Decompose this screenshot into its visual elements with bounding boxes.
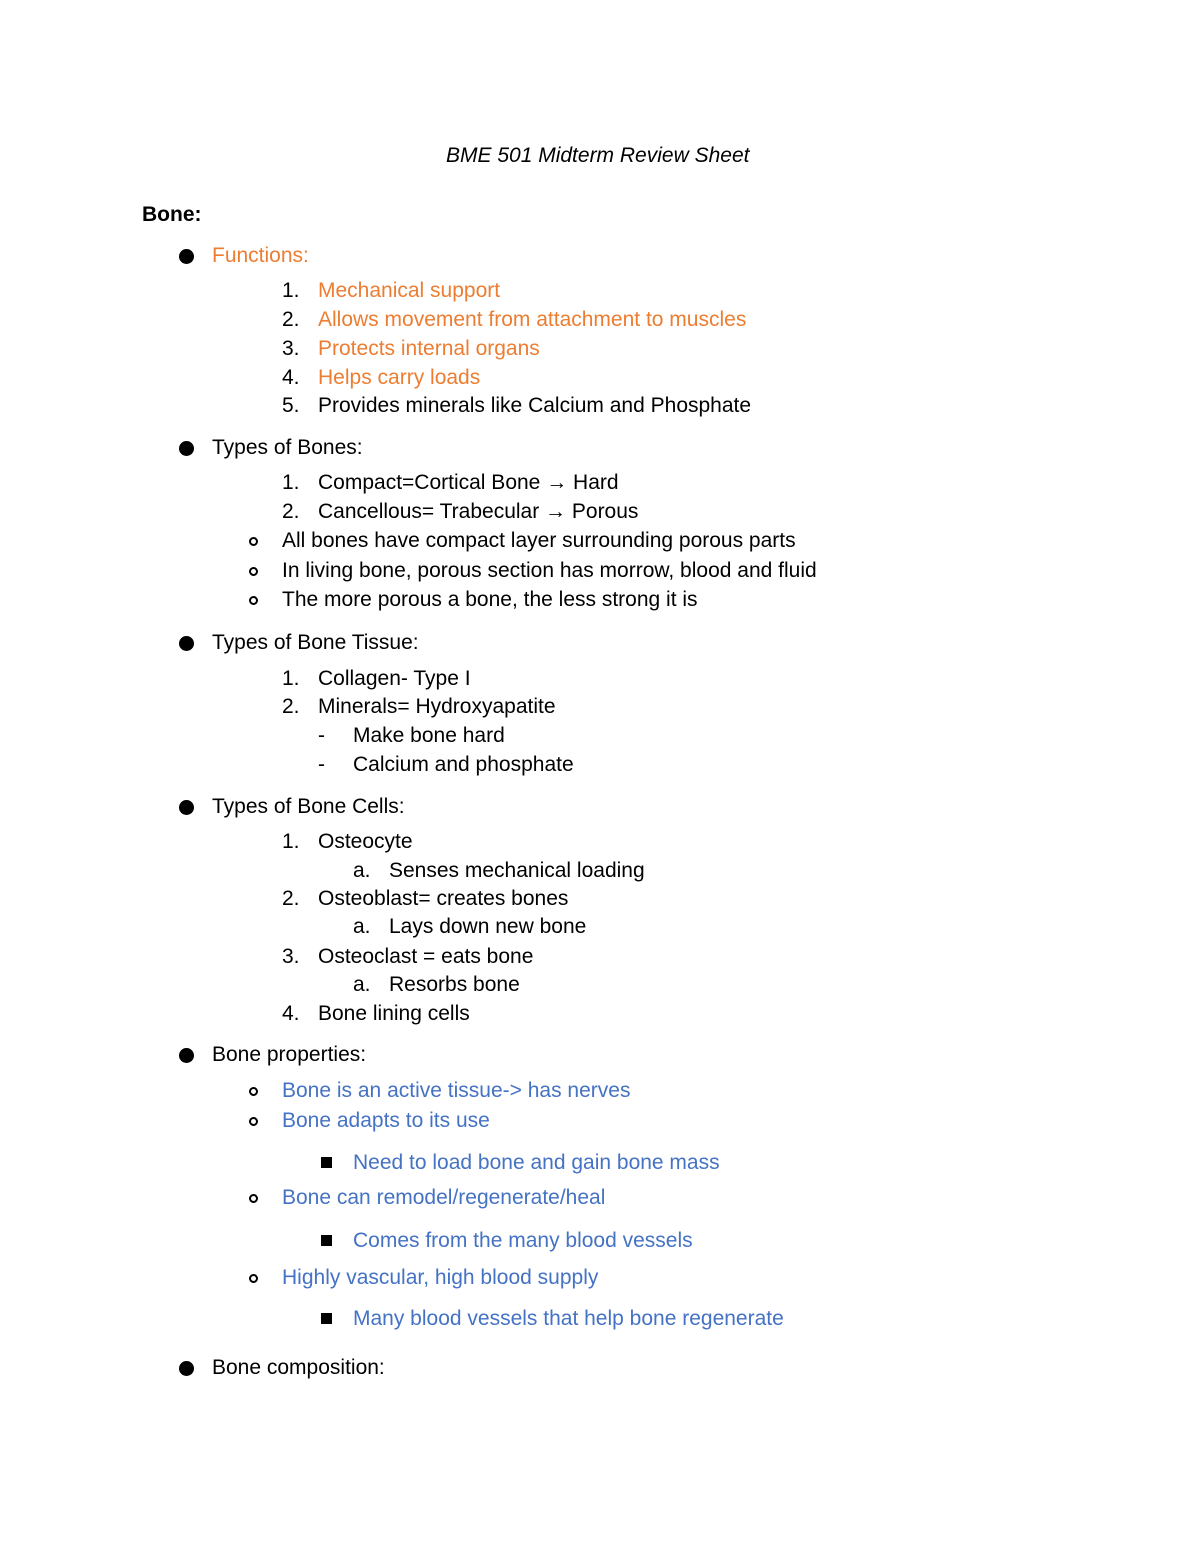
circle-bullet-icon (249, 1194, 258, 1203)
sub-item: Make bone hard (353, 724, 505, 747)
square-bullet-icon (321, 1235, 332, 1246)
list-number: 2. (282, 887, 300, 910)
list-number: 1. (282, 279, 300, 302)
note-item: In living bone, porous section has morrow, blood and fluid (282, 559, 817, 582)
sub-item: Resorbs bone (389, 973, 520, 996)
circle-bullet-icon (249, 1117, 258, 1126)
bullet-icon (179, 1048, 194, 1063)
circle-bullet-icon (249, 1274, 258, 1283)
circle-bullet-icon (249, 567, 258, 576)
list-item: Osteocyte (318, 830, 413, 853)
list-number: 3. (282, 945, 300, 968)
property-item: Bone adapts to its use (282, 1109, 490, 1132)
list-item: Collagen- Type I (318, 667, 471, 690)
square-bullet-icon (321, 1157, 332, 1168)
property-item: Bone is an active tissue-> has nerves (282, 1079, 631, 1102)
bone-properties-label: Bone properties: (212, 1043, 367, 1066)
list-item: Mechanical support (318, 279, 501, 302)
bone-tissue-label: Types of Bone Tissue: (212, 631, 419, 654)
sub-item: Lays down new bone (389, 915, 587, 938)
sub-letter: a. (353, 859, 371, 882)
bullet-icon (179, 800, 194, 815)
section-heading: Bone: (142, 203, 202, 226)
list-number: 3. (282, 337, 300, 360)
list-item: Provides minerals like Calcium and Phosphate (318, 394, 752, 417)
list-item: Osteoblast= creates bones (318, 887, 569, 910)
list-number: 1. (282, 830, 300, 853)
square-bullet-icon (321, 1313, 332, 1324)
bone-composition-label: Bone composition: (212, 1356, 385, 1379)
list-number: 2. (282, 695, 300, 718)
list-number: 5. (282, 394, 300, 417)
functions-label: Functions: (212, 244, 309, 267)
types-of-bones-label: Types of Bones: (212, 436, 363, 459)
sub-letter: a. (353, 973, 371, 996)
list-item: Allows movement from attachment to muscles (318, 308, 747, 331)
list-item: Bone lining cells (318, 1002, 470, 1025)
bullet-icon (179, 1361, 194, 1376)
dash-bullet: - (318, 753, 325, 776)
circle-bullet-icon (249, 596, 258, 605)
list-item: Protects internal organs (318, 337, 540, 360)
bullet-icon (179, 249, 194, 264)
list-item: Minerals= Hydroxyapatite (318, 695, 556, 718)
dash-bullet: - (318, 724, 325, 747)
note-item: All bones have compact layer surrounding porous parts (282, 529, 796, 552)
property-sub-item: Comes from the many blood vessels (353, 1229, 693, 1252)
circle-bullet-icon (249, 537, 258, 546)
list-item: Cancellous= Trabecular → Porous (318, 500, 639, 523)
note-item: The more porous a bone, the less strong it is (282, 588, 698, 611)
list-number: 2. (282, 308, 300, 331)
bullet-icon (179, 441, 194, 456)
bullet-icon (179, 636, 194, 651)
property-item: Bone can remodel/regenerate/heal (282, 1186, 606, 1209)
list-number: 4. (282, 366, 300, 389)
list-number: 2. (282, 500, 300, 523)
property-sub-item: Need to load bone and gain bone mass (353, 1151, 720, 1174)
list-item: Helps carry loads (318, 366, 481, 389)
sub-letter: a. (353, 915, 371, 938)
property-item: Highly vascular, high blood supply (282, 1266, 599, 1289)
list-item: Osteoclast = eats bone (318, 945, 534, 968)
page-title: BME 501 Midterm Review Sheet (446, 144, 750, 167)
bone-cells-label: Types of Bone Cells: (212, 795, 405, 818)
sub-item: Senses mechanical loading (389, 859, 645, 882)
list-item: Compact=Cortical Bone → Hard (318, 471, 619, 494)
list-number: 1. (282, 667, 300, 690)
list-number: 4. (282, 1002, 300, 1025)
property-sub-item: Many blood vessels that help bone regenerate (353, 1307, 784, 1330)
circle-bullet-icon (249, 1087, 258, 1096)
sub-item: Calcium and phosphate (353, 753, 574, 776)
list-number: 1. (282, 471, 300, 494)
